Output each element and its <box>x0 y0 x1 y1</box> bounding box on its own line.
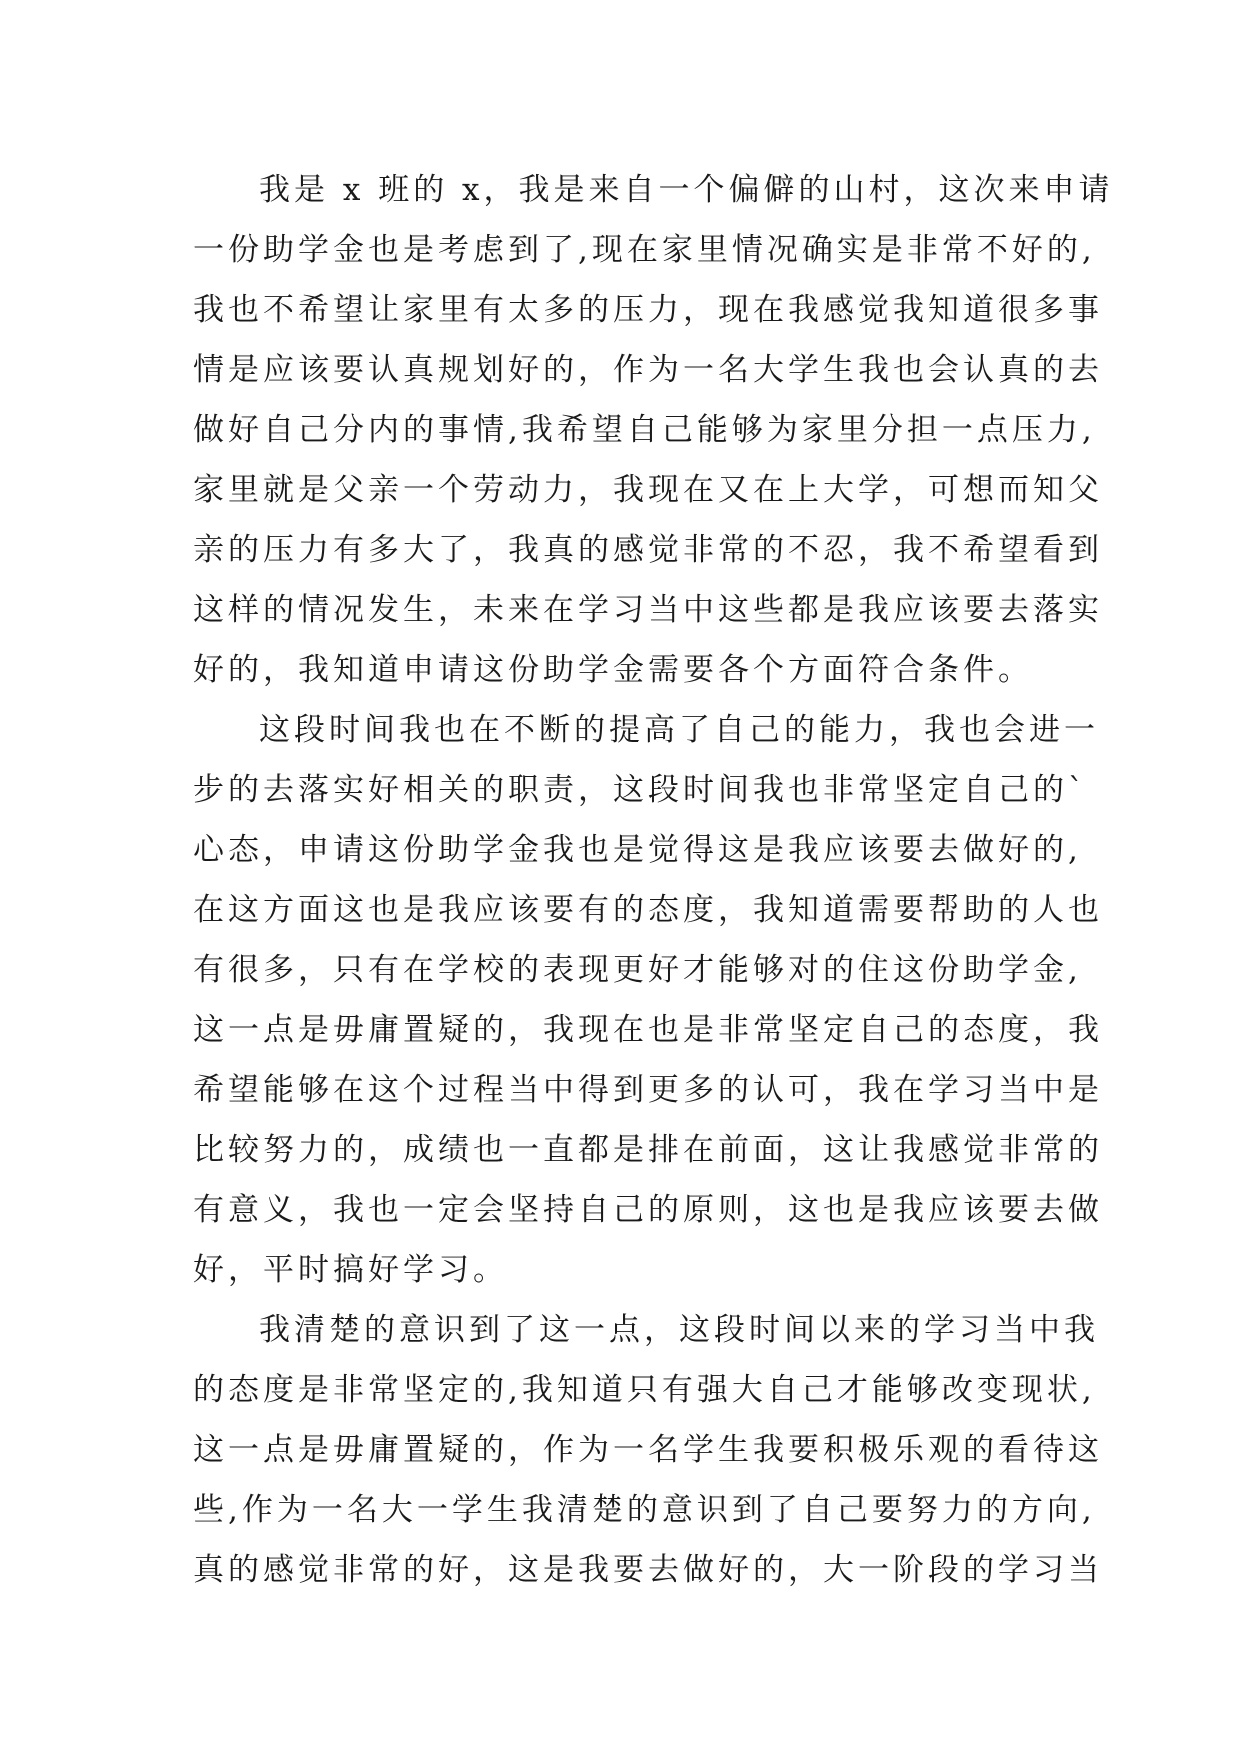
paragraph-line: 这一点是毋庸置疑的，作为一名学生我要积极乐观的看待这 <box>193 1432 1103 1468</box>
document-body <box>193 160 1114 1600</box>
paragraph-line: 好，平时搞好学习。 <box>193 1252 508 1288</box>
paragraph-line: 步的去落实好相关的职责，这段时间我也非常坚定自己的` <box>193 772 1088 808</box>
paragraph-line: 做好自己分内的事情,我希望自己能够为家里分担一点压力, <box>193 412 1096 448</box>
paragraph-line: 真的感觉非常的好，这是我要去做好的，大一阶段的学习当 <box>193 1552 1103 1588</box>
paragraph-line: 情是应该要认真规划好的，作为一名大学生我也会认真的去 <box>193 352 1103 388</box>
paragraph-line: 这样的情况发生，未来在学习当中这些都是我应该要去落实 <box>193 592 1103 628</box>
paragraph-line: 在这方面这也是我应该要有的态度，我知道需要帮助的人也 <box>193 892 1103 928</box>
paragraph-line: 我清楚的意识到了这一点，这段时间以来的学习当中我 <box>259 1312 1099 1348</box>
paragraph-line: 心态，申请这份助学金我也是觉得这是我应该要去做好的, <box>193 832 1082 868</box>
paragraph-line: 希望能够在这个过程当中得到更多的认可，我在学习当中是 <box>193 1072 1103 1108</box>
paragraph-1 <box>193 160 1114 700</box>
paragraph-line: 些,作为一名大一学生我清楚的意识到了自己要努力的方向, <box>193 1492 1096 1528</box>
paragraph-line: 有意义，我也一定会坚持自己的原则，这也是我应该要去做 <box>193 1192 1103 1228</box>
paragraph-line: 亲的压力有多大了，我真的感觉非常的不忍，我不希望看到 <box>193 532 1103 568</box>
paragraph-line: 的态度是非常坚定的,我知道只有强大自己才能够改变现状, <box>193 1372 1096 1408</box>
paragraph-2 <box>193 700 1103 1300</box>
paragraph-3 <box>193 1300 1103 1600</box>
paragraph-line: 我是 x 班的 x，我是来自一个偏僻的山村，这次来申请 <box>259 172 1114 208</box>
paragraph-line: 家里就是父亲一个劳动力，我现在又在上大学，可想而知父 <box>193 472 1103 508</box>
paragraph-line: 我也不希望让家里有太多的压力，现在我感觉我知道很多事 <box>193 292 1103 328</box>
paragraph-line: 好的，我知道申请这份助学金需要各个方面符合条件。 <box>193 652 1033 688</box>
paragraph-line: 这段时间我也在不断的提高了自己的能力，我也会进一 <box>259 712 1099 748</box>
paragraph-line: 比较努力的，成绩也一直都是排在前面，这让我感觉非常的 <box>193 1132 1103 1168</box>
paragraph-line: 一份助学金也是考虑到了,现在家里情况确实是非常不好的, <box>193 232 1096 268</box>
paragraph-line: 有很多，只有在学校的表现更好才能够对的住这份助学金, <box>193 952 1082 988</box>
paragraph-line: 这一点是毋庸置疑的，我现在也是非常坚定自己的态度，我 <box>193 1012 1103 1048</box>
